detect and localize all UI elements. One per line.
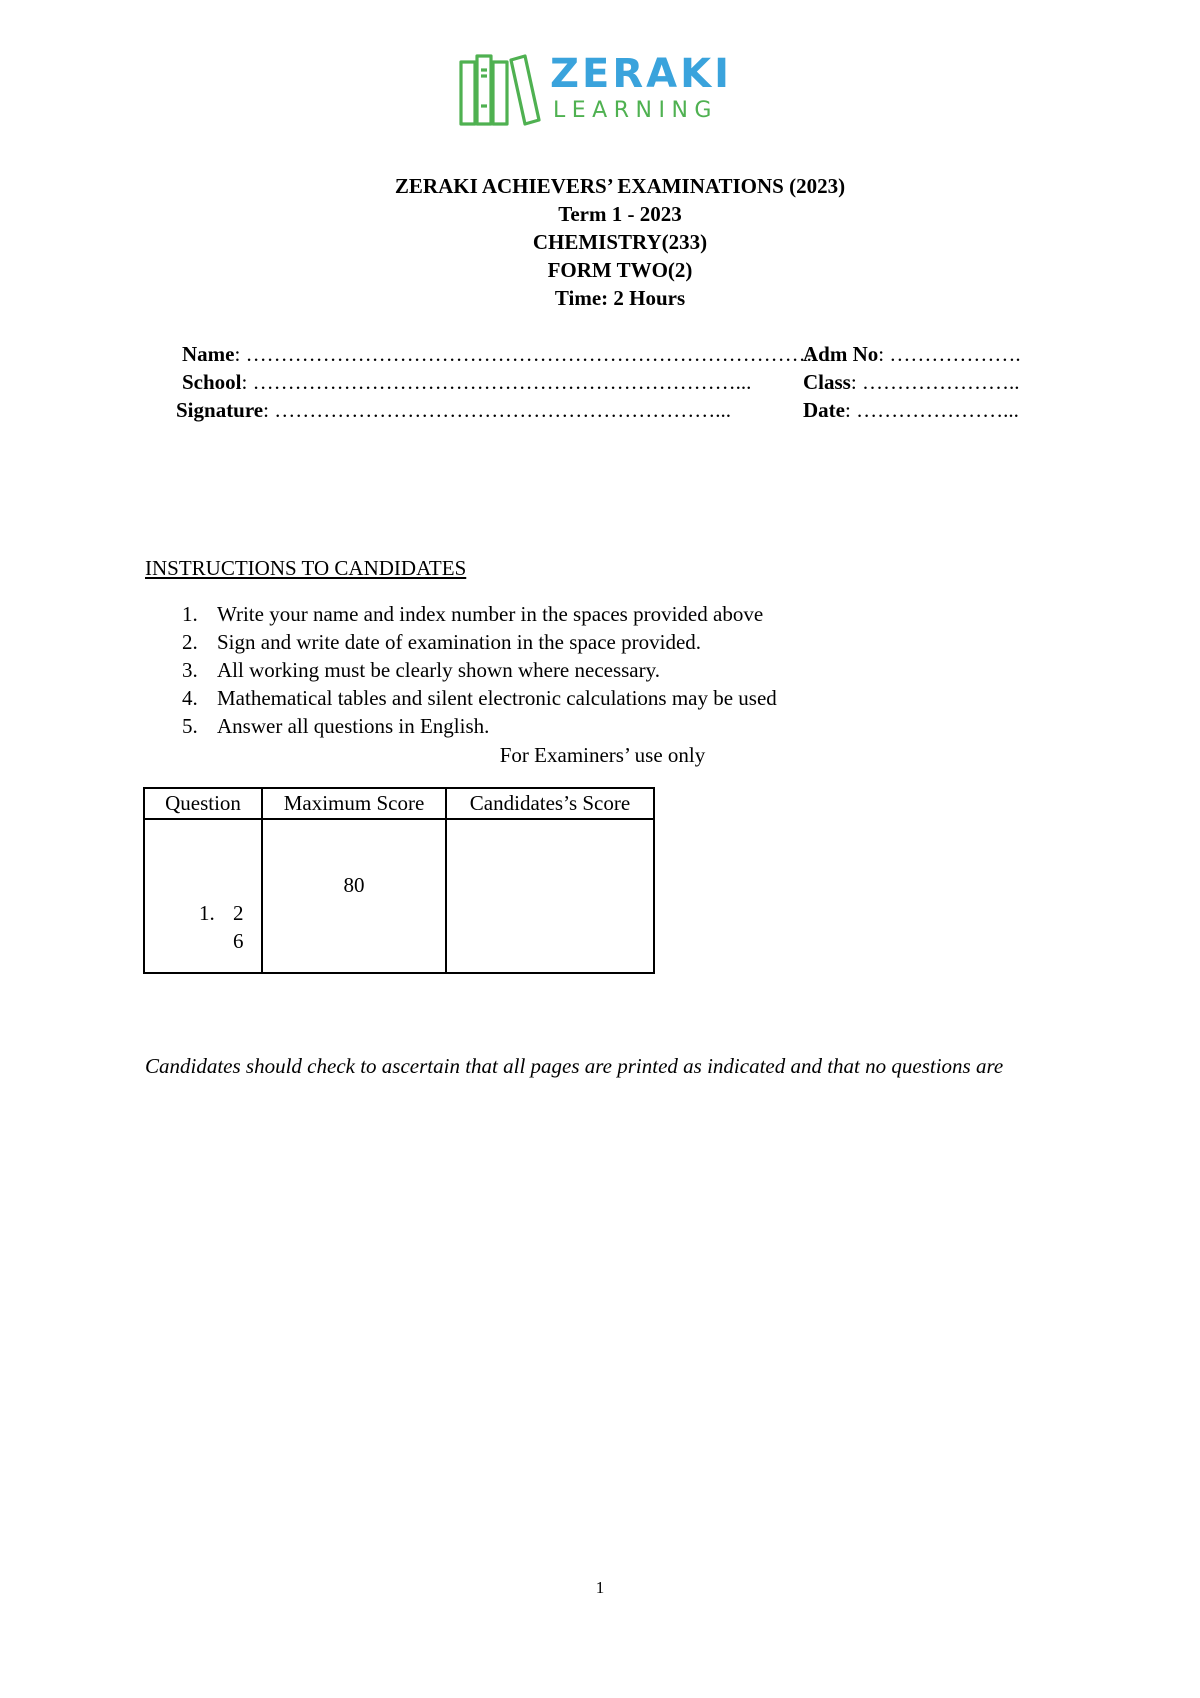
exam-header [0,172,1200,312]
class-field-row[interactable] [803,368,1019,396]
exam-subject: CHEMISTRY(233) [532,230,708,254]
exam-title: ZERAKI ACHIEVERS’ EXAMINATIONS (2023) [394,174,846,198]
page-number: 1 [595,1578,605,1597]
list-item [145,712,777,740]
signature-field-row[interactable] [176,396,731,424]
item-number: 3. [182,658,198,682]
item-number: 5. [182,714,198,738]
list-item [145,656,777,684]
school-dots: : ……………………………………………………………... [241,370,752,394]
date-label: Date [803,398,845,422]
name-label: Name [182,342,235,366]
candidate-score-cell[interactable] [446,819,654,973]
books-icon [455,52,541,128]
item-text: All working must be clearly shown where necessary. [217,658,661,682]
item-text: Mathematical tables and silent electronic calculations may be used [217,686,777,710]
examiners-caption: For Examiners’ use only [499,743,706,767]
date-field-row[interactable] [803,396,1019,424]
item-text: Sign and write date of examination in the space provided. [217,630,702,654]
item-text: Write your name and index number in the spaces provided above [217,602,764,626]
school-label: School [182,370,242,394]
list-item [145,628,777,656]
signature-dots: : ………………………………………………………... [263,398,731,422]
score-table [143,787,655,974]
list-item [145,600,777,628]
max-score-cell [262,819,446,973]
question-number: 1. [199,901,215,925]
adm-no-dots: : ………………. [878,342,1021,366]
adm-no-label: Adm No [803,342,879,366]
logo-brand-line2: LEARNING [553,98,718,123]
adm-no-field-row[interactable] [803,340,1021,368]
instructions-list [145,600,777,740]
signature-label: Signature [176,398,264,422]
exam-term: Term 1 - 2023 [558,202,682,226]
date-dots: : …………………... [844,398,1019,422]
class-dots: : ………………….. [850,370,1020,394]
logo-brand-line1: ZERAKI [550,51,732,97]
check-pages-note: Candidates should check to ascertain that all pages are printed as indicated and that no questions are [145,1054,1004,1078]
list-item [145,684,777,712]
exam-time: Time: 2 Hours [554,286,686,310]
question-range-a: 2 [233,901,244,925]
exam-form: FORM TWO(2) [547,258,693,282]
table-row [144,819,654,973]
question-range-b: 6 [233,929,244,953]
item-number: 1. [182,602,198,626]
column-header: Maximum Score [262,788,446,819]
zeraki-logo [455,50,755,130]
max-score-value: 80 [343,873,365,897]
table-header-row [144,788,654,819]
item-number: 4. [182,686,198,710]
column-header: Question [144,788,262,819]
name-dots: : ………………………………………………………………………. [234,342,818,366]
instructions-heading: INSTRUCTIONS TO CANDIDATES [145,556,467,580]
class-label: Class [803,370,851,394]
name-field-row[interactable] [182,340,818,368]
item-number: 2. [182,630,198,654]
school-field-row[interactable] [182,368,751,396]
question-cell [144,819,262,973]
column-header: Candidates’s Score [446,788,654,819]
item-text: Answer all questions in English. [217,714,490,738]
